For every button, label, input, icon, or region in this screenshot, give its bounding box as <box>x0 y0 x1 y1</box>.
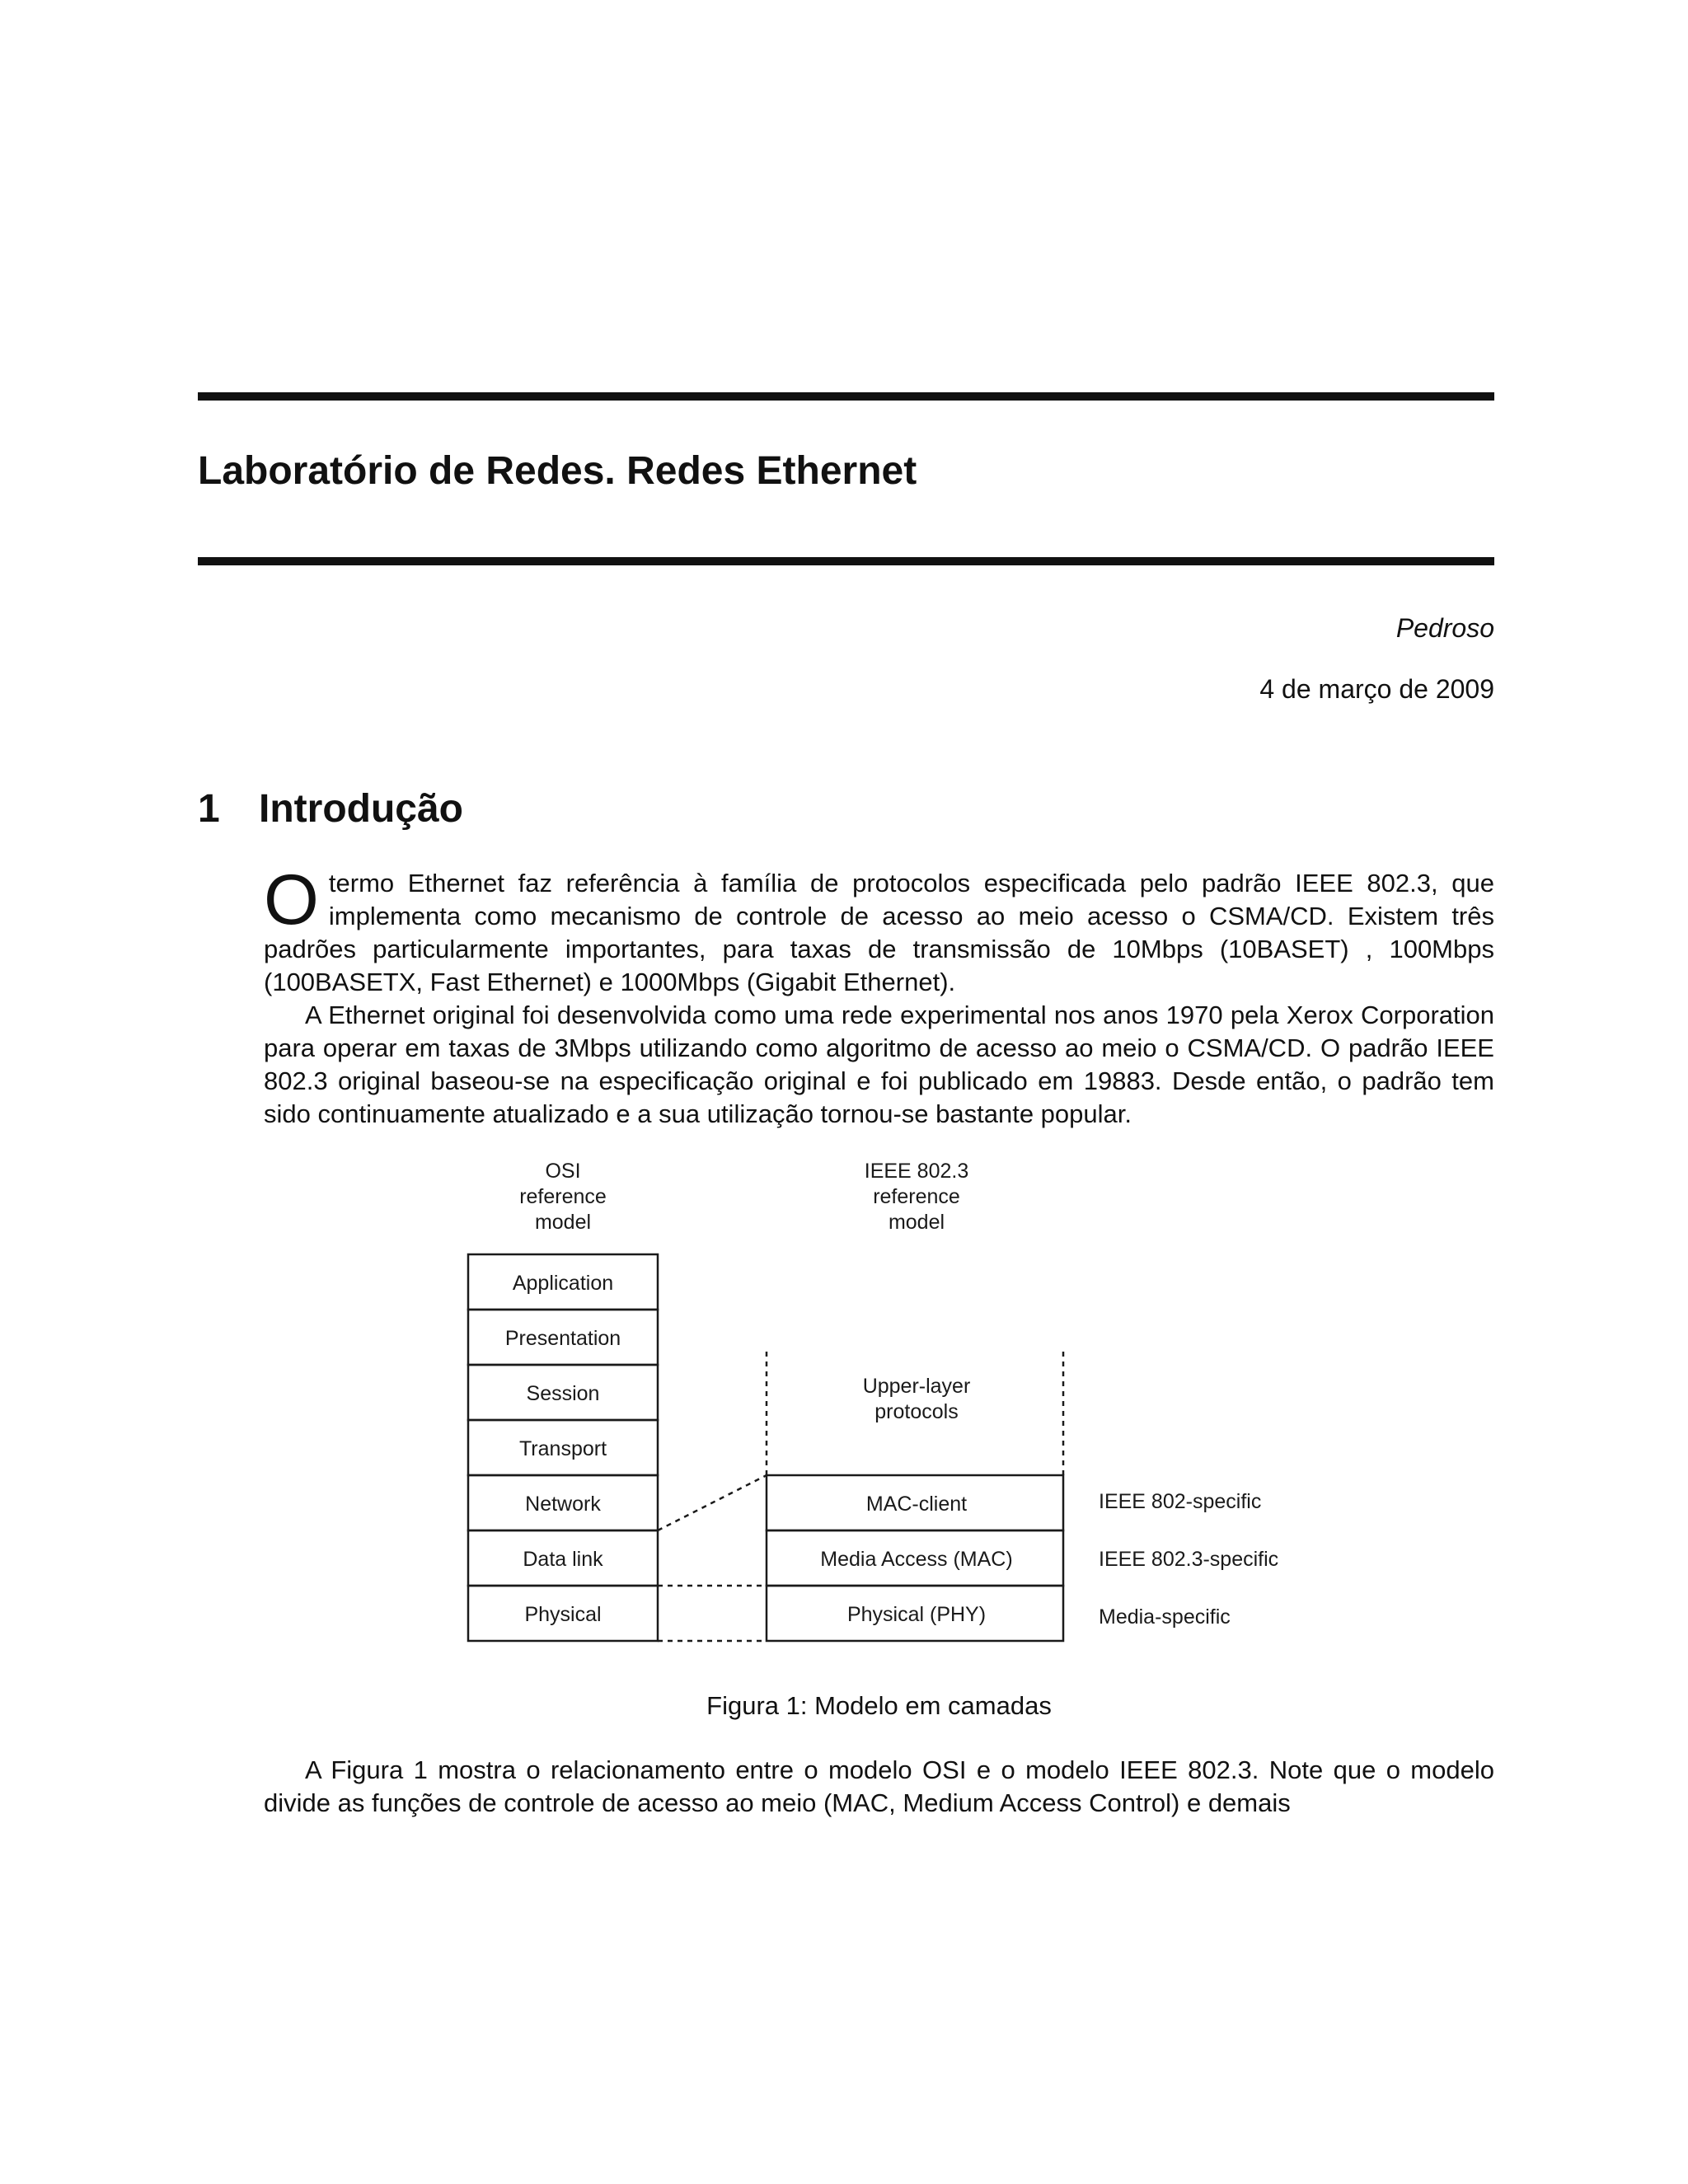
stack-connectors <box>658 1475 767 1641</box>
top-rule <box>198 392 1494 401</box>
osi-layer-application: Application <box>512 1272 614 1295</box>
osi-layer-data-link: Data link <box>523 1548 603 1571</box>
author: Pedroso <box>1395 613 1494 643</box>
osi-heading-line-1: OSI <box>545 1160 581 1183</box>
closing-text <box>264 1754 1494 1820</box>
layer-model-figure <box>445 1154 1319 1665</box>
osi-layer-transport: Transport <box>518 1437 607 1460</box>
osi-layer-session: Session <box>526 1382 600 1405</box>
ieee-layer-phy: Physical (PHY) <box>846 1603 987 1626</box>
osi-heading-line-2: reference <box>519 1185 607 1208</box>
paragraph-1 <box>264 860 1494 999</box>
date: 4 de março de 2009 <box>1259 674 1494 704</box>
osi-layer-presentation: Presentation <box>504 1327 621 1350</box>
ieee-layer-mac-client: MAC-client <box>865 1493 968 1516</box>
connector-network-to-mac-client <box>658 1475 767 1530</box>
upper-layer-line-1: Upper-layer <box>862 1375 971 1398</box>
figure-caption: Figura 1: Modelo em camadas <box>706 1691 1052 1720</box>
bottom-rule <box>198 557 1494 565</box>
osi-layer-physical: Physical <box>524 1603 602 1626</box>
upper-layer-line-2: protocols <box>874 1400 959 1423</box>
side-label-8023-specific: IEEE 802.3-specific <box>1099 1548 1279 1571</box>
intro-text <box>264 860 1494 1131</box>
section-heading <box>198 787 463 831</box>
side-label-media-specific: Media-specific <box>1099 1605 1231 1629</box>
layer-model-diagram <box>445 1154 1319 1665</box>
paragraph-3: A Figura 1 mostra o relacionamento entre o modelo OSI e o modelo IEEE 802.3. Note que o modelo divide as funções de controle de acesso ao meio (MAC, Medium Access Control) e demais <box>264 1755 1494 1817</box>
paragraph-2: A Ethernet original foi desenvolvida como uma rede experimental nos anos 1970 pela Xerox Corporation para operar em taxas de 3Mbps utilizando como algoritmo de acesso ao meio o CSMA/CD. O padrão IEEE 802.3 original baseou-se na especificação original e foi publicado em 19883. Desde então, o padrão tem sido continuamente atualizado e a sua utilização tornou-se bastante popular. <box>264 1001 1494 1128</box>
osi-heading-line-3: model <box>534 1211 592 1234</box>
ieee-layer-mac: Media Access (MAC) <box>820 1548 1013 1571</box>
document-title: Laboratório de Redes. Redes Ethernet <box>198 449 917 493</box>
section-title: Introdução <box>259 787 463 831</box>
side-label-802-specific: IEEE 802-specific <box>1099 1490 1262 1513</box>
ieee-heading-line-1: IEEE 802.3 <box>864 1160 969 1183</box>
drop-cap: O <box>264 860 319 940</box>
osi-layer-network: Network <box>525 1493 601 1516</box>
section-number: 1 <box>198 787 220 831</box>
ieee-heading-line-2: reference <box>873 1185 960 1208</box>
ieee-heading-line-3: model <box>888 1211 945 1234</box>
paragraph-1-text: termo Ethernet faz referência à família de protocolos especificada pelo padrão IEEE 802.3, que implementa como mecanismo de controle de acesso ao meio acesso o CSMA/CD. Existem três padrões particularmente importantes, para taxas de transmissão de 10Mbps (10BASET) , 100Mbps (100BASETX, Fast Ethernet) e 1000Mbps (Gigabit Ethernet). <box>264 869 1494 996</box>
